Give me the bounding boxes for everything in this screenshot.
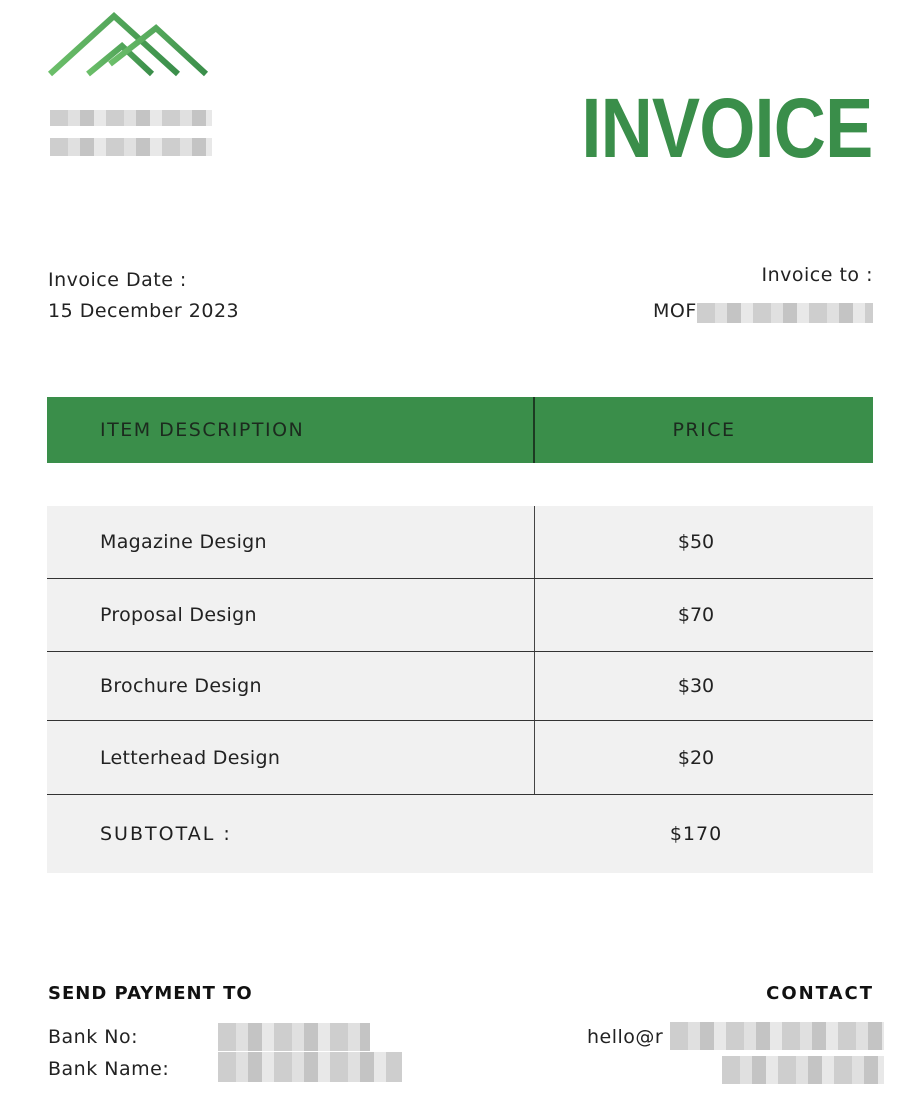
page-title: INVOICE	[580, 81, 872, 175]
subtotal-value: $170	[669, 823, 723, 845]
column-header-description: ITEM DESCRIPTION	[47, 397, 535, 463]
invoice-to-redacted	[697, 303, 873, 323]
item-price: $30	[677, 675, 715, 697]
item-description: Letterhead Design	[47, 721, 535, 794]
invoice-date-value: 15 December 2023	[48, 300, 240, 322]
mountains-logo-icon	[46, 10, 210, 80]
item-description: Brochure Design	[47, 652, 535, 720]
bank-name-label: Bank Name:	[48, 1058, 170, 1080]
table-header	[47, 397, 873, 463]
item-description: Proposal Design	[47, 579, 535, 651]
company-name-redacted	[50, 110, 212, 126]
item-price: $70	[677, 604, 715, 626]
invoice-to-value: MOF	[653, 300, 697, 322]
contact-heading: CONTACT	[766, 983, 874, 1004]
subtotal-row	[47, 795, 873, 873]
bank-no-label: Bank No:	[48, 1026, 139, 1048]
table-row	[47, 506, 873, 579]
bank-name-redacted	[218, 1052, 402, 1082]
table-row	[47, 579, 873, 652]
contact-email-redacted	[670, 1022, 884, 1050]
invoice-to-label: Invoice to :	[761, 264, 873, 286]
table-row	[47, 652, 873, 721]
subtotal-label: SUBTOTAL :	[100, 823, 232, 845]
invoice-date-label: Invoice Date :	[48, 269, 187, 291]
contact-secondary-redacted	[722, 1056, 884, 1084]
table-row	[47, 721, 873, 795]
column-header-price: PRICE	[672, 419, 736, 441]
payment-heading: SEND PAYMENT TO	[48, 983, 253, 1004]
item-description: Magazine Design	[47, 506, 535, 578]
company-tagline-redacted	[50, 138, 212, 156]
bank-no-redacted	[218, 1023, 370, 1051]
table-body	[47, 506, 873, 873]
contact-email: hello@r	[587, 1026, 664, 1048]
item-price: $50	[677, 531, 715, 553]
item-price: $20	[677, 746, 715, 769]
